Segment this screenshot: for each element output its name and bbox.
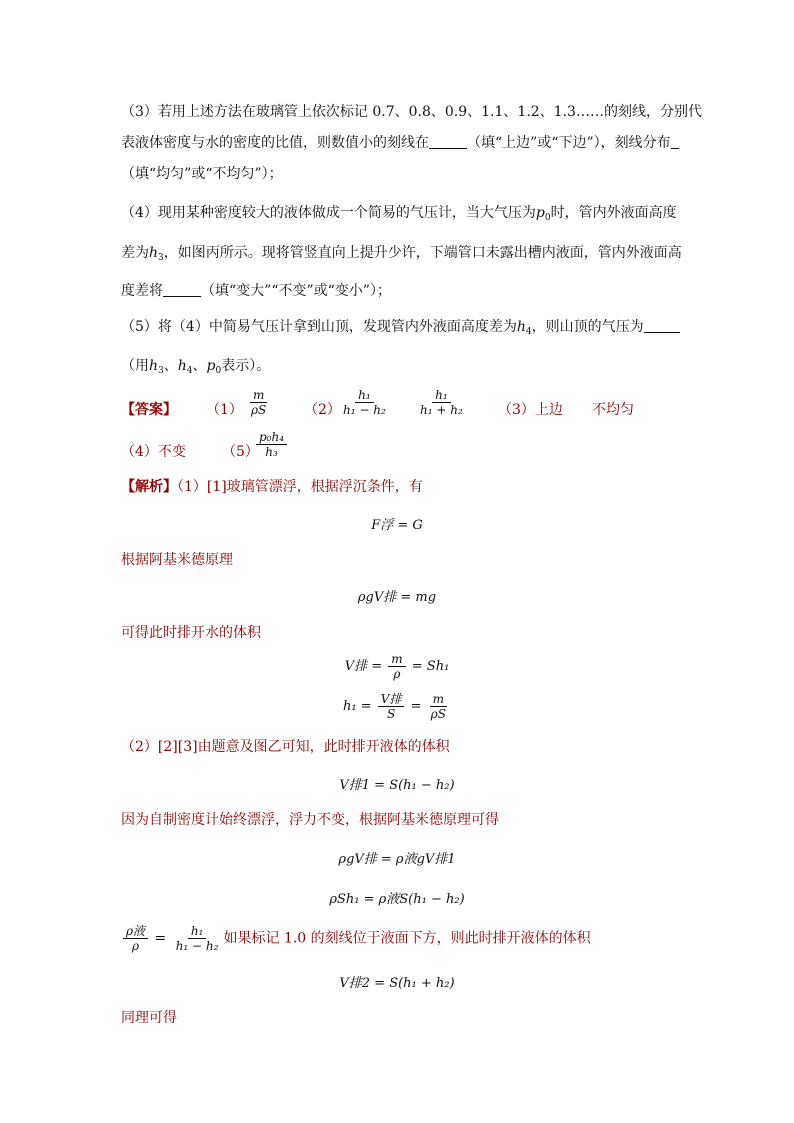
q4-text: （4）现用某种密度较大的液体做成一个简易的气压计，当大气压为 bbox=[121, 205, 536, 221]
q4-text: ，如图丙所示。现将管竖直向上提升少许，下端管口未露出槽内液面，管内外液面高 bbox=[163, 245, 682, 261]
answer-1-fraction: $\frac{m}{\rho S}$ bbox=[251, 388, 267, 417]
q4-text: 差为 bbox=[121, 245, 149, 261]
q5-text: 、 bbox=[192, 358, 207, 374]
analysis-ratio-line: $\frac{\text{ρ液}}{\rho}$ = $\frac{\text{h₁}}{\text{h₁ − h₂}}$ 如果标记 1.0 的刻线位于液面下方，则此时排开液体的体积 bbox=[121, 924, 591, 953]
q3-line2 bbox=[121, 134, 679, 152]
q3-text: （3）若用上述方法在玻璃管上依次标记 0.7、0.8、0.9、1.1、1.2、1.3……的刻线，分别代 bbox=[121, 104, 702, 120]
answer-blank[interactable] bbox=[644, 318, 680, 333]
analysis-text: （1）[1]玻璃管漂浮，根据浮沉条件，有 bbox=[177, 479, 423, 495]
answer-3: （3）上边 bbox=[498, 402, 563, 418]
q4-line3 bbox=[121, 282, 391, 300]
answer-blank[interactable] bbox=[163, 282, 201, 297]
analysis-text: 同理可得 bbox=[121, 1010, 177, 1026]
analysis-line1 bbox=[121, 478, 423, 496]
answer-1-label: （1） bbox=[206, 402, 243, 418]
q3-text: （填“上边”或“下边”），刻线分布 bbox=[467, 135, 671, 151]
q5-text: ，则山顶的气压为 bbox=[531, 319, 644, 335]
equation-archimedes-2: ρgV排 = ρ液gV排1 bbox=[338, 852, 456, 867]
answer-label: 【答案】 bbox=[121, 402, 177, 418]
analysis-text: （2）[2][3]由题意及图乙可知，此时排开液体的体积 bbox=[121, 739, 450, 755]
q5-text: 表示）。 bbox=[221, 358, 271, 374]
answer-2-label: （2） bbox=[304, 402, 341, 418]
q5-text: （用 bbox=[121, 358, 149, 374]
equation-h1: h₁ = $\frac{\text{V排}}{S}$ = $\frac{m}{\rho S}$ bbox=[343, 692, 446, 721]
q5-text: （5）将（4）中简易气压计拿到山顶，发现管内外液面高度差为 bbox=[121, 319, 517, 335]
answer-2-fraction-b: $\frac{\text{h₁}}{\text{h₁ + h₂}}$ bbox=[420, 388, 463, 417]
answer-2-fraction-a: $\frac{\text{h₁}}{\text{h₁ − h₂}}$ bbox=[343, 388, 386, 417]
equation-density: ρSh₁ = ρ液S(h₁ − h₂) bbox=[329, 892, 465, 907]
symbol-h3: $h_3$ bbox=[149, 245, 164, 263]
symbol-p0: $p_0$ bbox=[535, 205, 551, 223]
analysis-text: 因为自制密度计始终漂浮，浮力不变，根据阿基米德原理可得 bbox=[121, 812, 499, 828]
q3-line1 bbox=[121, 103, 702, 121]
equation-v2: V排2 = S(h₁ + h₂) bbox=[339, 976, 455, 991]
q5-line2 bbox=[121, 357, 270, 380]
answer-3b: 不均匀 bbox=[592, 402, 634, 418]
equation-archimedes: ρgV排 = mg bbox=[357, 590, 437, 605]
q4-text: （填“变大”“不变”或“变小”）； bbox=[201, 283, 391, 299]
answer-5-fraction: $\frac{\text{p₀h₄}}{\text{h₃}}$ bbox=[254, 430, 289, 459]
equation-v1: V排1 = S(h₁ − h₂) bbox=[339, 778, 455, 793]
symbol-p0: $p_0$ bbox=[206, 358, 222, 376]
q5-line1 bbox=[121, 318, 680, 341]
answer-blank[interactable] bbox=[671, 134, 679, 149]
q4-text: 度差将 bbox=[121, 283, 163, 299]
answer-4: （4）不变 bbox=[121, 444, 186, 460]
q4-text: 时，管内外液面高度 bbox=[550, 205, 677, 221]
q4-line2 bbox=[121, 244, 682, 267]
symbol-h4: $h_4$ bbox=[516, 319, 532, 337]
analysis-text: 根据阿基米德原理 bbox=[121, 552, 233, 568]
q5-text: 、 bbox=[163, 358, 178, 374]
q4-line1 bbox=[121, 204, 677, 227]
equation-buoyancy: F浮 = G bbox=[371, 518, 423, 533]
q3-text: （填“均匀”或“不均匀”）； bbox=[121, 166, 283, 182]
analysis-text: 如果标记 1.0 的刻线位于液面下方，则此时排开液体的体积 bbox=[223, 930, 591, 947]
answer-blank[interactable] bbox=[429, 134, 467, 149]
symbol-h3: $h_3$ bbox=[149, 358, 164, 376]
analysis-label: 【解析】 bbox=[121, 479, 177, 495]
symbol-h4: $h_4$ bbox=[177, 358, 193, 376]
q3-text: 表液体密度与水的密度的比值，则数值小的刻线在 bbox=[121, 135, 429, 151]
q3-line3 bbox=[121, 165, 283, 183]
analysis-text: 可得此时排开水的体积 bbox=[121, 625, 261, 641]
equation-volume: V排 = $\frac{m}{\rho}$ = Sh₁ bbox=[344, 652, 450, 681]
answer-5-label: （5） bbox=[222, 444, 259, 460]
